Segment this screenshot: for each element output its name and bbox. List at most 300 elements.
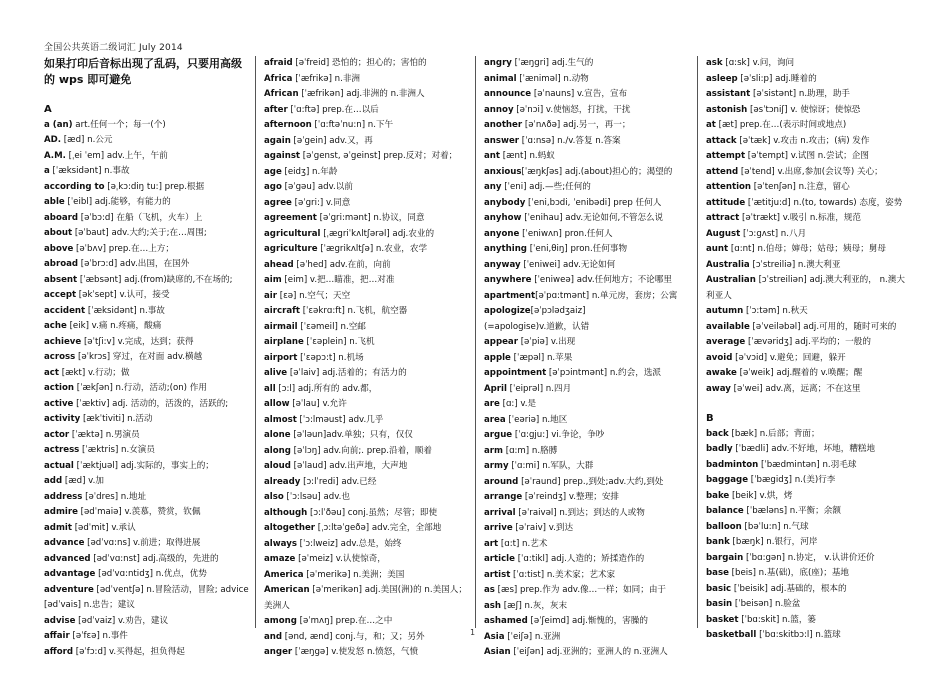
vocab-entry [484, 583, 690, 599]
vocab-entry [484, 320, 690, 336]
entry-definition: [əˈgenst, əˈgeinst] prep.反对；对着； [300, 151, 458, 161]
vocab-entry [706, 473, 912, 489]
vocab-entry [264, 227, 470, 243]
vocab-entry [264, 103, 470, 119]
entry-word: aim [264, 275, 282, 285]
entry-definition: [əˈweik] adj.醒着的 v.唤醒；醒 [736, 368, 863, 378]
entry-definition: [əˌkɔ:diŋ tu:] prep.根据 [104, 181, 205, 192]
entry-word: along [264, 445, 291, 456]
entry-definition: [ˈbɑ:gən] n.协定， v.认讲价还价 [743, 552, 875, 563]
vocab-entry [706, 149, 912, 165]
entry-word: adventure [44, 584, 94, 595]
entry-word: accept [44, 290, 77, 300]
vocab-entry [264, 72, 470, 88]
entry-word: afford [44, 646, 74, 657]
vocab-entry [44, 242, 250, 258]
vocab-entry [264, 134, 470, 150]
vocab-entry [264, 397, 470, 413]
entry-word: alone [264, 430, 291, 440]
entry-word: among [264, 616, 297, 626]
entry-definition: [ˈbædmintən] n.羽毛球 [758, 459, 857, 470]
entry-definition: [əˈhed] adv.在前，向前 [293, 259, 391, 270]
entry-definition: [ˈɑ:ftəˈnu:n] n.下午 [311, 120, 394, 130]
vocab-entry [706, 582, 912, 598]
vocab-entry [264, 289, 470, 305]
vocab-entry [44, 521, 250, 537]
vocab-entry [44, 350, 250, 366]
entry-word: Australian [706, 275, 756, 285]
vocab-entry [484, 242, 690, 258]
entry-word: arm [484, 445, 503, 456]
vocab-entry [706, 520, 912, 536]
entry-definition: [ɔˈstreiliə] n.澳大利亚 [749, 259, 841, 270]
vocab-entry [484, 304, 690, 320]
entry-definition: [ˈæktiv] adj. 活动的，活泼的，活跃的; [73, 398, 229, 409]
vocab-entry [264, 552, 470, 568]
entry-definition: [əˈpɔlədʒaiz] [530, 306, 586, 316]
vocab-entry [264, 614, 470, 630]
vocab-entry [484, 382, 690, 398]
section-letter: A [44, 104, 52, 115]
entry-definition: [əˈmeiz] v.认使惊奇， [295, 554, 386, 564]
vocab-entry [706, 118, 912, 134]
vocab-column-1 [44, 56, 250, 660]
entry-word: again [264, 135, 291, 146]
vocab-entry [264, 165, 470, 181]
vocab-entry [706, 597, 912, 613]
vocab-entry [484, 273, 690, 289]
vocab-entry [706, 273, 912, 304]
entry-word: add [44, 476, 63, 486]
vocab-entry [484, 196, 690, 212]
entry-word: a [44, 166, 50, 176]
vocab-entry [264, 428, 470, 444]
entry-word: asleep [706, 73, 738, 84]
vocab-entry [706, 304, 912, 320]
entry-word: balloon [706, 521, 742, 532]
entry-definition: [ədˈmaiə] v.羡慕，赞赏，钦佩 [77, 507, 201, 517]
vocab-entry [706, 320, 912, 336]
entry-definition: [əˈnʌðə] adj.另一，再一； [522, 120, 631, 130]
entry-word: alive [264, 368, 288, 378]
entry-word: average [706, 337, 746, 347]
entry-word: Asia [484, 631, 505, 642]
entry-definition: [bæŋk] n.银行，河岸 [729, 537, 818, 547]
entry-word: according to [44, 181, 105, 192]
entry-definition: [əˈfɛə] n.事件 [69, 631, 128, 641]
entry-definition: [əˈtend] v.出席,参加(会议等) 关心； [738, 166, 883, 177]
entry-word: are [484, 399, 500, 409]
vocab-entry [706, 366, 912, 382]
entry-word: ash [484, 600, 502, 611]
vocab-entry [264, 180, 470, 196]
page-number: 1 [470, 628, 476, 637]
vocab-entry [706, 427, 912, 443]
entry-word: as [484, 585, 495, 595]
entry-definition: [əˈnauns] v.宣告，宣布 [531, 89, 628, 99]
vocab-entry [706, 458, 912, 474]
entry-definition: [əˈmerikən] adj.美国(洲)的 n.美国人；美洲人 [264, 585, 467, 611]
vocab-entry [264, 304, 470, 320]
entry-word: ask [706, 58, 723, 68]
entry-definition: [ˈɑ:ftə] prep.在…以后 [287, 104, 379, 115]
entry-definition: [əˈnɔi] v.使恼怒，打扰，干扰 [513, 104, 631, 115]
entry-word: agriculture [264, 244, 318, 254]
vocab-entry [484, 72, 690, 88]
vocab-entry [44, 614, 250, 630]
entry-definition: [ˈæniməl] n.动物 [516, 73, 589, 84]
entry-definition: [əˈfreid] 恐怕的；担心的；害怕的 [292, 58, 427, 68]
entry-word: actress [44, 445, 80, 455]
entry-word: aboard [44, 212, 79, 223]
vocab-entry [706, 613, 912, 629]
vocab-entry [706, 382, 912, 398]
entry-word: agreement [264, 213, 317, 223]
entry-definition: [ˈɑ:gju:] vi.争论，争吵 [512, 430, 605, 440]
entry-definition: [əˈraivəl] n.到达；到达的人或物 [515, 507, 645, 518]
vocab-entry [44, 288, 250, 304]
entry-definition: [ədˈvɑ:nst] adj.高级的，先进的 [90, 553, 219, 564]
entry-definition: [ˈeniweə] adv.任何地方；不论哪里 [531, 275, 672, 285]
entry-definition: [əˈraiv] v.到达 [512, 523, 574, 533]
entry-word: always [264, 538, 297, 549]
vocab-entry [264, 490, 470, 506]
entry-definition: [ɔ:lˈredi] adv.已经 [300, 476, 377, 487]
entry-definition: [ˌɔ:ltəˈgeðə] adv.完全，全部地 [315, 523, 442, 533]
vocab-entry [484, 165, 690, 181]
entry-definition: [eidʒ] n.年龄 [281, 166, 338, 177]
entry-word: badminton [706, 459, 759, 470]
vocab-entry [484, 227, 690, 243]
entry-definition: [əˈdres] n.地址 [82, 491, 147, 502]
entry-definition: [æt] prep.在…(表示时间或地点) [715, 120, 847, 130]
entry-word: actual [44, 460, 74, 471]
entry-definition: [əsˈtɔniʃ] v. 使惊讶；使惊恐 [747, 104, 861, 115]
vocab-entry [264, 211, 470, 227]
entry-word: airmail [264, 321, 298, 332]
entry-word: accident [44, 305, 86, 316]
entry-definition: [ˈæbsənt] adj.(from)缺席的,不在场的; [77, 274, 233, 285]
entry-word: army [484, 461, 509, 471]
entry-word: base [706, 568, 729, 578]
entry-word: angry [484, 58, 512, 68]
vocab-entry [484, 568, 690, 584]
entry-word: although [264, 507, 308, 518]
entry-definition: [əˈpiə] v.出现 [517, 337, 576, 347]
entry-word: amaze [264, 554, 296, 564]
entry-word: all [264, 383, 276, 394]
vocab-entry [44, 505, 250, 521]
entry-definition: [ˈeiʃə] n.亚洲 [504, 631, 561, 642]
entry-word: arrival [484, 507, 516, 518]
vocab-entry [44, 567, 250, 583]
entry-word: American [264, 585, 310, 595]
entry-word: almost [264, 414, 297, 425]
entry-word: any [484, 182, 502, 192]
vocab-entry [264, 118, 470, 134]
entry-word: advanced [44, 553, 91, 564]
vocab-entry [44, 428, 250, 444]
entry-definition: [ˈbægidʒ] n.(美)行李 [748, 475, 836, 485]
entry-word: attract [706, 213, 740, 223]
vocab-entry [706, 72, 912, 88]
entry-definition: [æd] n.公元 [61, 135, 113, 145]
entry-word: announce [484, 89, 532, 99]
entry-word: August [706, 228, 741, 239]
vocab-entry [44, 397, 250, 413]
entry-definition: [ˈɛəmeil] n.空邮 [297, 321, 366, 332]
vocab-entry [44, 149, 250, 165]
entry-definition: [ɔˈstreiliən] adj.澳大利亚的， n.澳大利亚人 [706, 275, 905, 301]
vocab-entry [484, 180, 690, 196]
entry-word: activity [44, 414, 81, 424]
entry-word: advantage [44, 569, 96, 579]
vocab-entry [44, 226, 250, 242]
entry-word: away [706, 383, 731, 394]
entry-definition: [ˈɔ:gʌst] n.八月 [740, 228, 807, 239]
vocab-entry [484, 428, 690, 444]
entry-definition: [ˈbɑ:skit] n.篮，篓 [738, 614, 817, 625]
entry-definition: [əˈfɔ:d] v.买得起，担负得起 [73, 646, 185, 657]
entry-definition: (=apologise)v.道歉，认错 [484, 321, 590, 332]
entry-definition: [əˈgəu] adv.以前 [281, 182, 353, 192]
entry-word: apologize [484, 306, 531, 316]
vocab-entry [44, 304, 250, 320]
entry-definition: [əˈbʌv] prep.在…上方； [73, 243, 174, 254]
entry-word: attitude [706, 197, 746, 208]
entry-definition: [əˈtʃi:v] v.完成，达到；获得 [81, 336, 194, 347]
entry-definition: [ˈɔ:lməust] adv.几乎 [296, 414, 384, 425]
entry-word: apartment [484, 290, 536, 301]
entry-definition: [əˈkrɔs] 穿过，在对面 adv.横越 [75, 352, 203, 362]
entry-definition: [ˈɑ:mi] n.军队，大群 [508, 461, 594, 471]
vocab-entry [264, 335, 470, 351]
vocab-entry [44, 257, 250, 273]
entry-definition: [ˈæfrikən] adj.非洲的 n.非洲人 [298, 89, 425, 99]
vocab-entry [44, 629, 250, 645]
vocab-entry [484, 149, 690, 165]
entry-definition: [ɑ:m] n.胳膊 [503, 445, 558, 456]
vocab-entry [706, 196, 912, 212]
vocab-entry [484, 475, 690, 491]
entry-definition: [əˈʃeimd] adj.惭愧的，害臊的 [527, 616, 648, 626]
entry-word: back [706, 428, 729, 439]
entry-word: artist [484, 569, 511, 580]
entry-word: anything [484, 244, 527, 254]
entry-word: afternoon [264, 120, 312, 130]
entry-definition: [ˈbæləns] n.平衡；余额 [743, 506, 841, 516]
entry-definition: [əˈgri:] v.同意 [291, 197, 351, 208]
entry-word: basin [706, 599, 733, 609]
vocab-entry [484, 614, 690, 630]
entry-definition: [ˈbeisən] n.脸盆 [732, 599, 801, 609]
entry-definition: [ˈbeisik] adj.基础的，根本的 [731, 583, 847, 594]
entry-definition: [ˌægriˈkʌltʃərəl] adj.农业的 [320, 228, 435, 239]
entry-definition: [əˈsli:p] adj.睡着的 [737, 73, 817, 84]
entry-word: assistant [706, 89, 751, 99]
entry-word: able [44, 197, 65, 207]
entry-definition: [ˈæktris] n.女演员 [79, 445, 155, 455]
entry-definition: [ˈeni] adj.—些;任何的 [501, 182, 591, 192]
entry-word: at [706, 120, 716, 130]
entry-word: after [264, 104, 288, 115]
vocab-entry [264, 351, 470, 367]
entry-definition: [əˈbrɔ:d] adv.出国，在国外 [78, 259, 190, 269]
entry-definition: [ˈɛəkrɑ:ft] n.飞机，航空器 [299, 306, 408, 316]
vocab-entry [484, 630, 690, 646]
vocab-entry [706, 504, 912, 520]
entry-word: baggage [706, 475, 749, 485]
entry-definition: [ˈeniwʌn] pron.任何人 [519, 228, 613, 239]
entry-word: admit [44, 522, 72, 533]
entry-definition: [ɛə] n.空气；天空 [276, 290, 351, 301]
entry-word: anywhere [484, 275, 532, 285]
vocab-entry [706, 180, 912, 196]
vocab-entry [706, 551, 912, 567]
entry-definition: [ədˈvaiz] v.劝告，建议 [75, 615, 169, 626]
entry-definition: [əˈmʌŋ] prep.在…之中 [296, 616, 393, 626]
entry-word: balance [706, 506, 744, 516]
entry-definition: [ˈeiʃən] adj.亚洲的；亚洲人的 n.亚洲人 [510, 647, 668, 657]
entry-definition: [ækt] v.行动；做 [59, 367, 130, 378]
entry-definition: [ɔ:lˈðəu] conj.虽然；尽管；即使 [307, 507, 438, 518]
entry-word: attack [706, 135, 737, 146]
entry-word: anyone [484, 228, 520, 239]
entry-definition: [eim] v.把…瞄准，把…对准 [281, 275, 395, 285]
vocab-entry [44, 443, 250, 459]
entry-definition: [ˈæŋkʃəs] adj.(about)担心的；渴望的 [521, 166, 673, 177]
entry-word: aloud [264, 461, 291, 471]
entry-word: aunt [706, 244, 729, 254]
entry-word: Asian [484, 647, 511, 657]
entry-definition: art.任何一个；每一(个) [72, 119, 166, 130]
entry-definition: [əˈbaut] adv.大约;关于;在…周围; [72, 228, 207, 238]
entry-word: avoid [706, 352, 733, 363]
entry-definition: [ɑ:sk] v.问，询问 [722, 58, 795, 68]
entry-word: arrive [484, 523, 513, 533]
entry-word: basic [706, 583, 732, 594]
vocab-entry [706, 335, 912, 351]
entry-word: apple [484, 352, 511, 363]
entry-word: also [264, 492, 284, 502]
vocab-entry [44, 552, 250, 568]
entry-definition: [ədˈmit] v.承认 [71, 522, 136, 533]
entry-word: AD. [44, 135, 62, 145]
vocab-column-3 [484, 56, 690, 661]
entry-word: age [264, 166, 282, 177]
entry-word: annoy [484, 104, 514, 115]
vocab-entry [264, 258, 470, 274]
entry-word: air [264, 290, 277, 301]
print-note: 如果打印后音标出现了乱码，只要用高级的 wps 即可避免 [44, 57, 242, 86]
entry-word: above [44, 243, 74, 254]
entry-word: act [44, 367, 60, 378]
entry-definition: [ˈɑ:nsə] n./v.答复 n.答案 [519, 135, 621, 146]
vocab-entry [484, 87, 690, 103]
column-divider [255, 56, 256, 628]
vocab-entry [484, 366, 690, 382]
vocab-entry [264, 645, 470, 661]
entry-word: African [264, 89, 299, 99]
entry-word: area [484, 414, 506, 425]
vocab-entry [484, 258, 690, 274]
vocab-entry [264, 196, 470, 212]
vocab-entry [706, 87, 912, 103]
vocab-entry [44, 319, 250, 335]
entry-definition: [æʃ] n.灰，灰末 [501, 600, 568, 611]
entry-definition: [æd] v.加 [62, 476, 104, 486]
entry-definition: [ækˈtiviti] n.活动 [80, 414, 153, 424]
entry-definition: [ɑ:t] n.艺术 [498, 538, 548, 549]
vocab-entry [484, 490, 690, 506]
entry-definition: [ˈɛəplein] n.飞机 [303, 337, 375, 347]
column-divider [475, 56, 476, 628]
entry-definition: [ˈeniwei] adv.无论如何 [520, 259, 616, 270]
vocab-entry [706, 351, 912, 367]
entry-word: autumn [706, 306, 744, 316]
entry-definition: [əˈgri:mənt] n.协议，同意 [316, 213, 425, 223]
entry-word: arrange [484, 492, 523, 502]
vocab-entry [264, 366, 470, 382]
entry-definition: [ˈenihau] adv.无论如何,不管怎么说 [521, 213, 664, 223]
entry-word: Africa [264, 73, 293, 84]
vocab-entry [264, 273, 470, 289]
vocab-entry [44, 645, 250, 661]
entry-definition: [əˈlau] v.允许 [289, 399, 347, 409]
entry-word: anxious [484, 166, 522, 177]
vocab-entry [264, 56, 470, 72]
vocab-entry [484, 335, 690, 351]
entry-definition: [əˈtæk] v.攻击 n.攻击；(病) 发作 [736, 135, 870, 146]
vocab-entry [264, 521, 470, 537]
page-header: 全国公共英语二级词汇 July 2014 [44, 43, 183, 53]
entry-definition: [əˈpɑ:tmənt] n.单元房，套房；公寓 [535, 290, 678, 301]
entry-word: already [264, 476, 301, 487]
vocab-entry [706, 134, 912, 150]
vocab-entry [484, 537, 690, 553]
vocab-entry [706, 227, 912, 243]
vocab-entry [484, 552, 690, 568]
entry-word: action [44, 383, 74, 393]
entry-word: attend [706, 166, 739, 177]
entry-word: another [484, 120, 523, 130]
entry-word: art [484, 538, 499, 549]
entry-definition: [ˈɔ:lsəu] adv.也 [283, 492, 350, 502]
entry-definition: [ˈeiprəl] n.四月 [506, 383, 572, 394]
entry-word: absent [44, 274, 78, 285]
entry-definition: [ˈægrikʌltʃə] n.农业，农学 [317, 244, 428, 254]
vocab-entry [264, 475, 470, 491]
entry-word: active [44, 398, 74, 409]
vocab-entry [44, 133, 250, 149]
vocab-entry [264, 413, 470, 429]
vocab-entry [484, 56, 690, 72]
entry-word: badly [706, 444, 733, 454]
entry-definition: [əˈgein] adv.又，再 [290, 135, 373, 146]
entry-definition: [ɑ:nt] n.伯母；婶母；姑母；姨母；舅母 [728, 244, 886, 254]
entry-definition: [ədˈvɑ:ntidʒ] n.优点，优势 [95, 569, 207, 579]
entry-word: against [264, 151, 301, 161]
entry-word: argue [484, 430, 513, 440]
entry-word: bank [706, 537, 730, 547]
entry-definition: [ˈɔ:təm] n.秋天 [743, 306, 808, 316]
entry-definition: [ˈækʃən] n.行动，活动;(on) 作用 [73, 383, 207, 393]
entry-definition: [ˈɑ:tist] n.美术家；艺术家 [510, 569, 616, 580]
vocab-entry [706, 442, 912, 458]
column-divider [697, 56, 698, 628]
vocab-entry [264, 537, 470, 553]
entry-definition: [eik] v.痛 n.疼痛，酸痛 [66, 321, 162, 331]
